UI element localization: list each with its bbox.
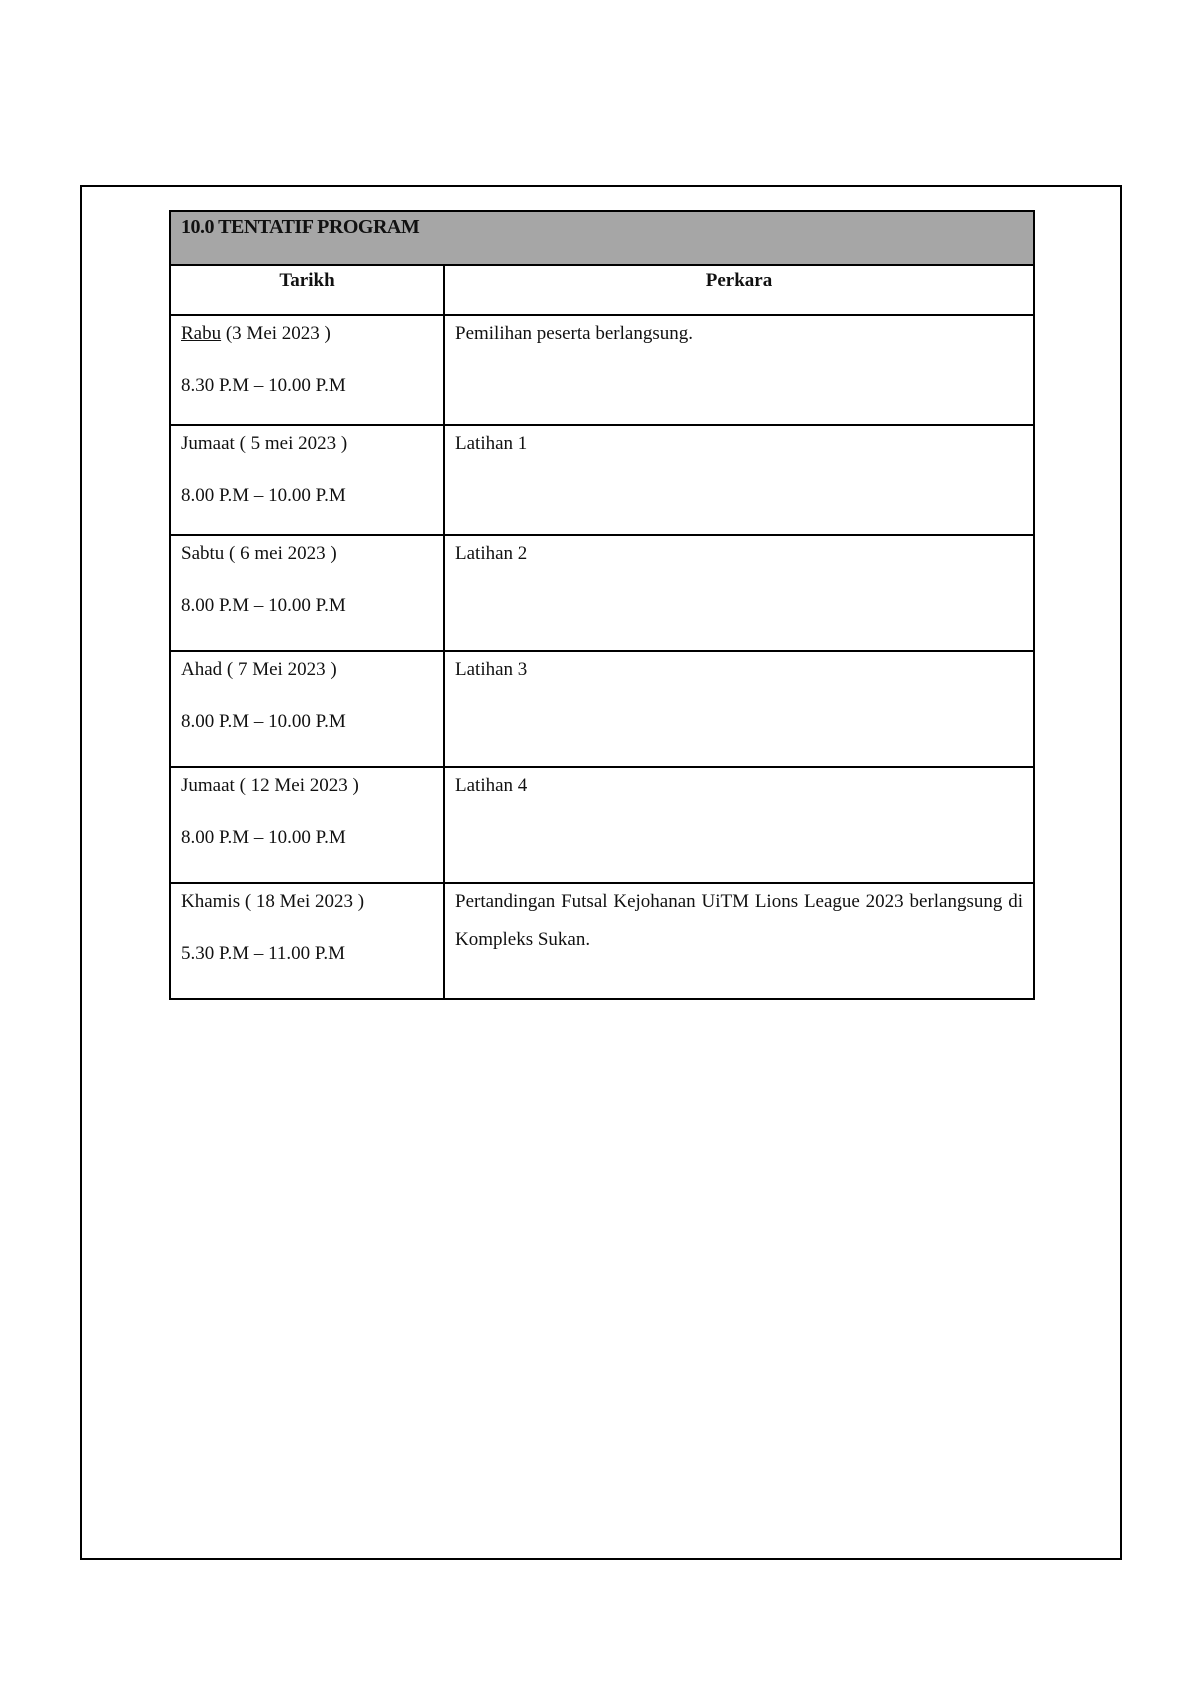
date-text: ( 7 Mei 2023 ): [222, 659, 337, 680]
event-text: Pemilihan peserta berlangsung.: [455, 323, 693, 344]
table-title: 10.0 TENTATIF PROGRAM: [170, 211, 1034, 265]
table-row: [170, 767, 1034, 883]
date-text: ( 6 mei 2023 ): [224, 543, 337, 564]
event-cell: [444, 535, 1034, 651]
time-text: 8.00 P.M – 10.00 P.M: [181, 595, 346, 616]
event-cell: [444, 425, 1034, 535]
date-cell: [170, 535, 444, 651]
table-row: [170, 883, 1034, 999]
date-cell: [170, 767, 444, 883]
time-text: 8.30 P.M – 10.00 P.M: [181, 375, 346, 396]
day-name: Jumaat: [181, 433, 235, 454]
event-cell: [444, 767, 1034, 883]
date-text: ( 12 Mei 2023 ): [234, 775, 359, 796]
date-cell: [170, 651, 444, 767]
header-perkara: Perkara: [444, 265, 1034, 315]
event-cell: [444, 315, 1034, 425]
day-name: Rabu: [181, 323, 222, 344]
table-row: [170, 315, 1034, 425]
date-cell: [170, 425, 444, 535]
date-line: [181, 432, 433, 456]
table-row: [170, 535, 1034, 651]
date-line: [181, 322, 433, 346]
time-text: 8.00 P.M – 10.00 P.M: [181, 827, 346, 848]
day-name: Ahad: [181, 659, 223, 680]
day-name: Sabtu: [181, 543, 225, 564]
event-cell: [444, 883, 1034, 999]
date-line: [181, 658, 433, 682]
event-text: Latihan 4: [455, 775, 528, 796]
header-tarikh: Tarikh: [170, 265, 444, 315]
event-text: Pertandingan Futsal Kejohanan UiTM Lions League 2023 berlangsung di Kompleks Sukan.: [455, 891, 1023, 950]
date-line: [181, 774, 433, 798]
event-cell: [444, 651, 1034, 767]
event-text: Latihan 2: [455, 543, 528, 564]
table-row: [170, 425, 1034, 535]
date-line: [181, 890, 433, 914]
event-text: Latihan 1: [455, 433, 528, 454]
time-text: 8.00 P.M – 10.00 P.M: [181, 485, 346, 506]
day-name: Khamis: [181, 891, 241, 912]
title-row: [170, 211, 1034, 265]
tentatif-table: [169, 210, 1035, 1000]
event-text: Latihan 3: [455, 659, 528, 680]
date-cell: [170, 883, 444, 999]
table-row: [170, 651, 1034, 767]
time-text: 5.30 P.M – 11.00 P.M: [181, 943, 346, 964]
date-text: (3 Mei 2023 ): [221, 323, 331, 344]
header-row: [170, 265, 1034, 315]
date-line: [181, 542, 433, 566]
day-name: Jumaat: [181, 775, 235, 796]
date-cell: [170, 315, 444, 425]
date-text: ( 18 Mei 2023 ): [240, 891, 365, 912]
time-text: 8.00 P.M – 10.00 P.M: [181, 711, 346, 732]
date-text: ( 5 mei 2023 ): [234, 433, 348, 454]
